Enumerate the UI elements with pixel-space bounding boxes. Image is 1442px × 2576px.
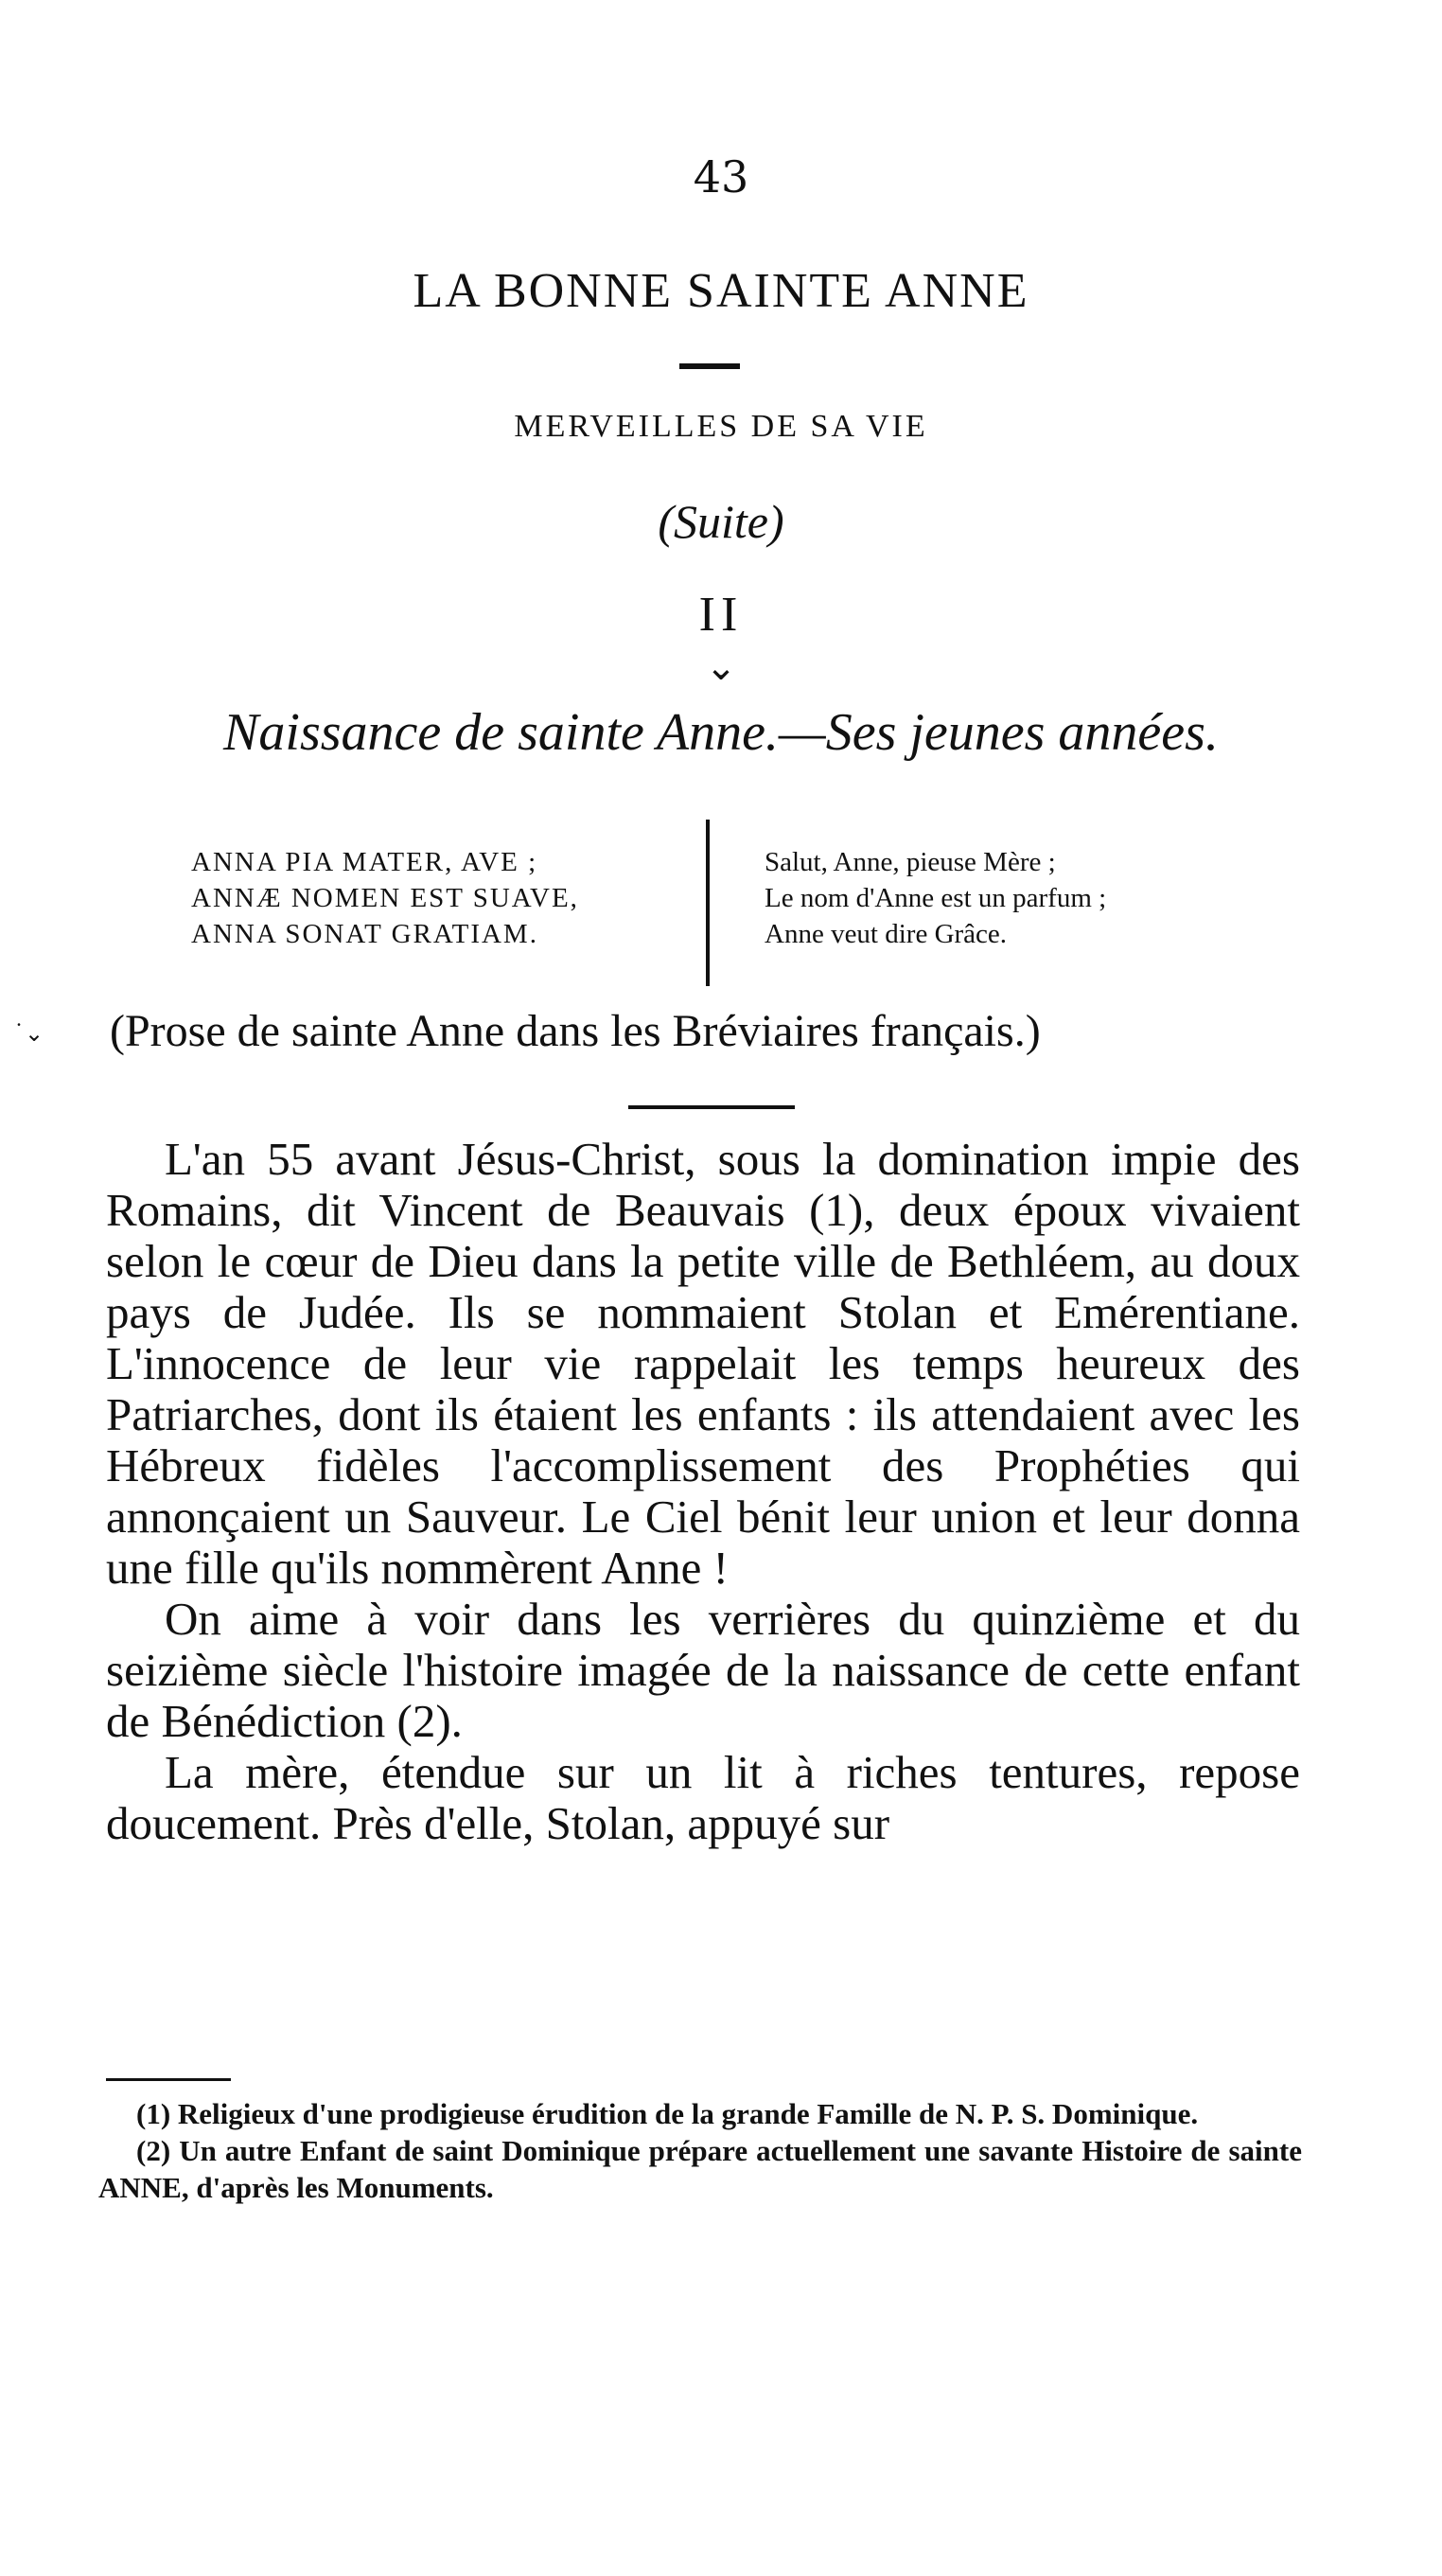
epigraph-latin [191,844,579,952]
footnote: (1) Religieux d'une prodigieuse érudition de la grande Famille de N. P. S. Dominique. [136,2097,1199,2130]
paragraph: La mère, étendue sur un lit à riches tentures, repose doucement. Près d'elle, Stolan, appuyé sur [106,1746,1300,1849]
section-rule [628,1105,795,1109]
section-numeral: II [698,588,744,642]
subtitle: MERVEILLES DE SA VIE [514,409,928,444]
paragraph: On aime à voir dans les verrières du quinzième et du seizième siècle l'histoire imagée de la naissance de cette enfant de Bénédiction (2). [106,1593,1300,1747]
epigraph-divider [706,820,710,986]
epigraph-french-line: Salut, Anne, pieuse Mère ; [765,847,1056,877]
suite-label: (Suite) [658,495,784,548]
chapter-title: Naissance de sainte Anne.—Ses jeunes années. [223,703,1219,762]
epigraph-source: (Prose de sainte Anne dans les Bréviaires français.) [110,1006,1041,1056]
title-rule [679,363,740,369]
page-number: 43 [693,151,749,203]
body-text [106,1134,1300,1849]
epigraph-french-line: Anne veut dire Grâce. [765,919,1008,949]
footnotes [98,2095,1302,2206]
epigraph-latin-line: ANNA PIA MATER, AVE ; [191,847,538,877]
epigraph-latin-line: ANNA SONAT GRATIAM. [191,919,538,949]
epigraph-french-line: Le nom d'Anne est un parfum ; [765,883,1107,913]
epigraph-latin-line: ANNÆ NOMEN EST SUAVE, [191,883,579,913]
footnote-rule [106,2078,231,2081]
margin-mark: ˙⌄ [13,1020,44,1047]
paragraph: L'an 55 avant Jésus-Christ, sous la domination impie des Romains, dit Vincent de Beauvais (1), deux époux vivaient selon le cœur de Dieu dans la petite ville de Bethléem, au doux pays de Judée. Ils se nommaient Stolan et Emérentiane. L'innocence de leur vie rappelait les temps heureux des Patriarches, dont ils étaient les enfants : ils attendaient avec les Hébreux fidèles l'accomplissement des Prophéties qui annonçaient un Sauveur. Le Ciel bénit leur union et leur donna une fille qu'ils nommèrent Anne ! [106,1133,1300,1594]
epigraph-french [765,844,1106,952]
ornament-icon: ⌄ [705,645,737,689]
footnote: (2) Un autre Enfant de saint Dominique prépare actuellement une savante Histoire de sainte ANNE, d'après les Monuments. [98,2134,1302,2204]
page-title: LA BONNE SAINTE ANNE [413,264,1029,318]
